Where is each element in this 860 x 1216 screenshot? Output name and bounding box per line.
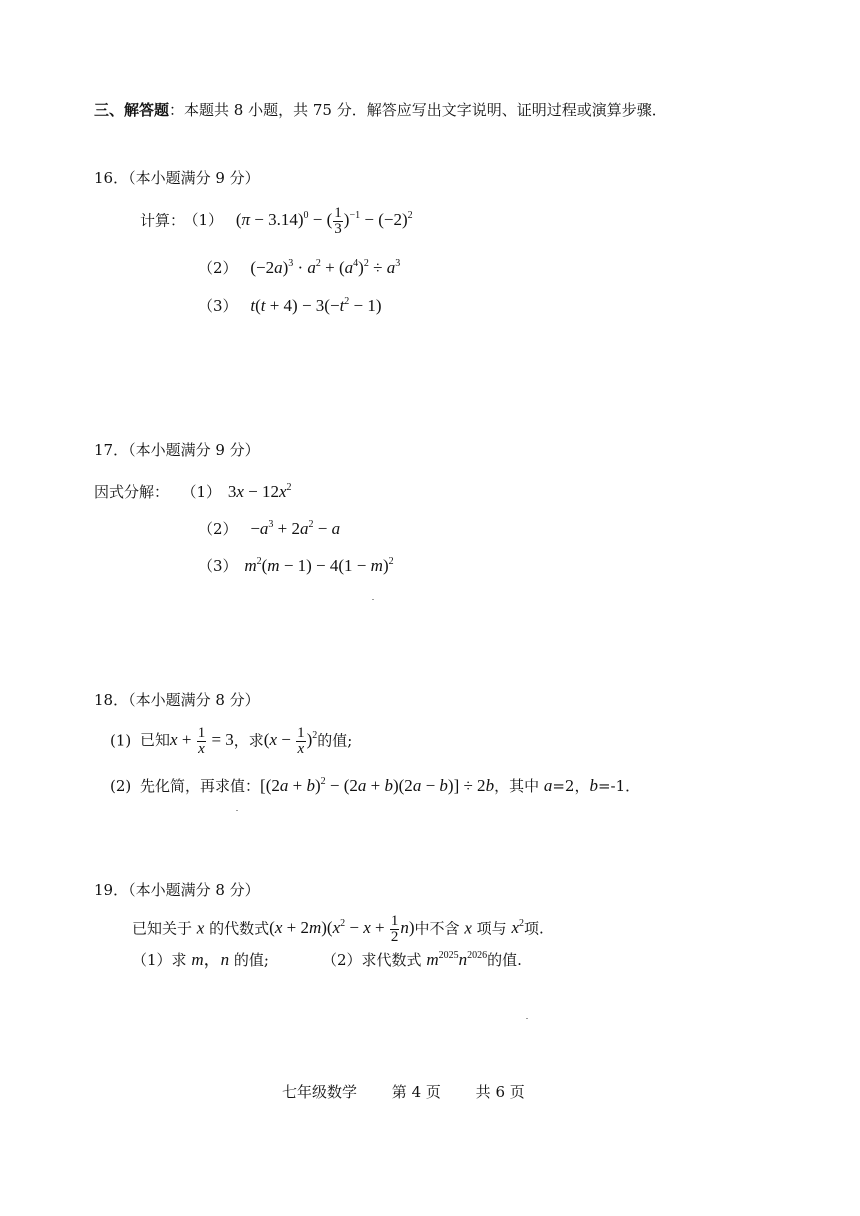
q18-part2-text-b: ，其中: [494, 777, 540, 795]
scan-speck: [372, 599, 374, 600]
q17-score: （本小题满分 9 分）: [128, 441, 260, 459]
q18-var-b: b: [589, 776, 598, 795]
q18-part1: [110, 726, 352, 757]
q18-part1-target: (x − $\frac{1}{x}$ )$^2$: [263, 725, 318, 757]
q17-part3-expression: $m^2(m - 1) - 4(1 - m)^2$: [244, 556, 394, 575]
q18-part2-expression: $[(2a + b)^2 - (2a + b)(2a - b)] \div 2b$: [260, 776, 495, 795]
q18-part2-text-c: =2，: [552, 777, 590, 795]
q16-part2: [198, 258, 400, 278]
q19-statement: [132, 914, 544, 945]
q17-part3: [198, 556, 394, 576]
q18-part2: [110, 776, 640, 796]
q19-var-x1: x: [196, 918, 205, 938]
q16-part3-expression: $t(t + 4) - 3(-t^2 - 1)$: [250, 296, 382, 315]
q17-part3-label: （3）: [198, 557, 238, 575]
page-footer: [282, 1082, 525, 1102]
q19-part1: [132, 950, 269, 970]
q18-number: 18．: [94, 691, 129, 709]
q19-text-a: 已知关于: [132, 919, 193, 938]
q18-var-a: a: [543, 776, 553, 795]
q16-number: 16．: [94, 169, 129, 187]
q17-part2: [198, 519, 340, 539]
q19-number: 19．: [94, 881, 129, 899]
q19-part2-expression: $m^{2025}n^{2026}$: [426, 950, 488, 969]
q19-score: （本小题满分 8 分）: [128, 881, 260, 899]
q16-part1-expression: $(\pi - 3.14)^0$ − ( $\frac{1}{3}$ )$^{-1} - (-2)^2$: [235, 205, 413, 237]
q18-part1-text-b: ，求: [233, 731, 264, 750]
q17-header: [94, 440, 260, 460]
q19-part1-label: （1）求: [132, 951, 187, 969]
q17-part1: [94, 482, 292, 502]
q16-header: [94, 168, 260, 188]
q19-text-e: 项.: [523, 919, 544, 938]
q19-header: [94, 880, 260, 900]
q18-part2-label: (2): [110, 777, 132, 795]
q16-part3: [198, 296, 382, 316]
q18-part1-text-c: 的值;: [317, 731, 353, 750]
q18-part2-text-a: 先化简，再求值：: [140, 777, 261, 795]
q16-prompt: 计算：: [140, 211, 186, 230]
q19-part1-text: 的值;: [233, 951, 269, 969]
q16-score: （本小题满分 9 分）: [128, 169, 260, 187]
q18-part2-text-d: =-1．: [597, 777, 641, 795]
q19-part1-vars: m，n: [191, 950, 230, 969]
q19-text-d: 项与: [476, 919, 507, 938]
q19-expression: $(x + 2m)(x^2 - x$ + $\frac{1}{2}$ n): [269, 913, 415, 945]
q16-part1: [140, 206, 413, 237]
q17-number: 17．: [94, 441, 129, 459]
q19-var-x2: x: [464, 918, 472, 938]
q18-part1-text-a: 已知: [140, 731, 171, 750]
q19-text-b: 的代数式: [209, 919, 270, 938]
q19-text-c: 中不含: [414, 919, 460, 938]
q17-part2-expression: $-a^3 + 2a^2 - a$: [250, 519, 341, 538]
q16-part1-label: （1）: [191, 211, 224, 230]
section-heading: [94, 100, 667, 120]
q16-part3-label: （3）: [198, 297, 238, 315]
footer-page-number: 第 4 页: [391, 1083, 441, 1101]
scan-speck: [526, 1018, 528, 1019]
q19-part2: [322, 950, 522, 970]
q18-part1-label: (1): [110, 731, 132, 750]
q17-part1-label: （1）: [189, 483, 222, 501]
section-text: ：本题共 8 小题，共 75 分．解答应写出文字说明、证明过程或演算步骤．: [169, 101, 667, 119]
q19-part2-text: 的值.: [487, 951, 522, 969]
q17-part1-expression: $3x - 12x^2$: [227, 482, 292, 501]
scan-speck: [236, 810, 238, 811]
q17-prompt: 因式分解：: [94, 483, 170, 501]
q18-score: （本小题满分 8 分）: [128, 691, 260, 709]
section-label: 三、解答题: [94, 101, 170, 119]
q19-part2-label: （2）求代数式: [322, 951, 422, 969]
q17-part2-label: （2）: [198, 520, 238, 538]
q18-part1-given: x + $\frac{1}{x}$ = 3: [170, 725, 234, 757]
footer-total-pages: 共 6 页: [475, 1083, 525, 1101]
q19-var-x-squared: $x^2$: [511, 918, 524, 938]
q18-header: [94, 690, 260, 710]
q16-part2-label: （2）: [198, 259, 238, 277]
footer-subject: 七年级数学: [282, 1083, 358, 1101]
q16-part2-expression: $(-2a)^3 \cdot a^2 + (a^4)^2 \div a^3$: [250, 258, 401, 277]
